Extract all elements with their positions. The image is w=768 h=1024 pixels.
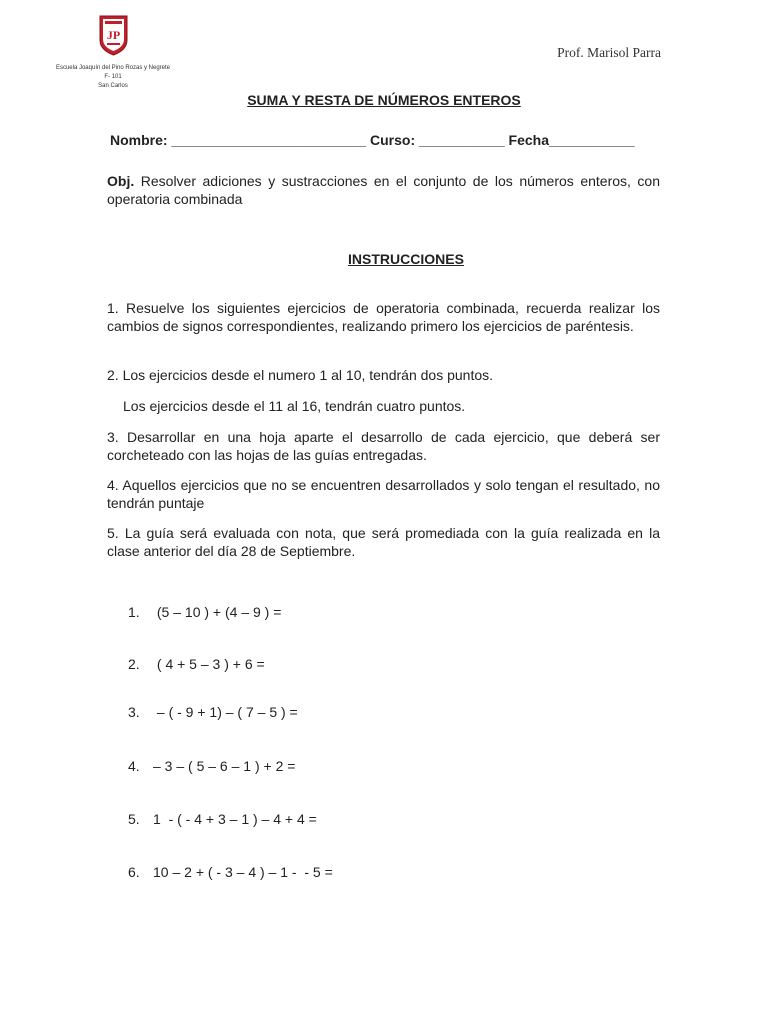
instruction-item: 1. Resuelve los siguientes ejercicios de operatoria combinada, recuerda realizar los cambios de signos correspondientes, realizando primero los ejercicios de paréntesis. bbox=[107, 300, 660, 334]
school-name-block bbox=[40, 64, 186, 91]
school-code: F- 101 bbox=[104, 74, 122, 80]
exercise-expression: 1 - ( - 4 + 3 – 1 ) – 4 + 4 = bbox=[153, 811, 317, 827]
exercise-number: 5. bbox=[128, 811, 140, 827]
objective-label: Obj. bbox=[107, 173, 135, 189]
exercise-number: 4. bbox=[128, 758, 140, 774]
objective bbox=[107, 172, 660, 208]
svg-text:JP: JP bbox=[106, 28, 121, 42]
instruction-item: 4. Aquellos ejercicios que no se encuentren desarrollados y solo tengan el resultado, no tendrán puntaje bbox=[107, 477, 660, 511]
exercise-number: 2. bbox=[128, 656, 140, 672]
exercise-expression: – ( - 9 + 1) – ( 7 – 5 ) = bbox=[153, 704, 298, 720]
exercise-item bbox=[128, 656, 265, 672]
school-crest-icon bbox=[98, 14, 129, 56]
student-fields: Nombre: _________________________ Curso: ___________ Fecha___________ bbox=[110, 132, 635, 148]
exercise-number: 1. bbox=[128, 604, 140, 620]
exercise-item bbox=[128, 811, 317, 827]
instruction-item: 2. Los ejercicios desde el numero 1 al 10, tendrán dos puntos. bbox=[107, 367, 494, 383]
exercise-number: 3. bbox=[128, 704, 140, 720]
exercise-item bbox=[128, 758, 295, 774]
exercise-number: 6. bbox=[128, 864, 140, 880]
school-name: Escuela Joaquín del Pino Rozas y Negrete bbox=[55, 65, 171, 71]
teacher-name: Prof. Marisol Parra bbox=[557, 45, 661, 60]
exercise-item bbox=[128, 704, 298, 720]
exercise-item bbox=[128, 604, 281, 620]
exercise-item bbox=[128, 864, 333, 880]
instruction-item: 5. La guía será evaluada con nota, que será promediada con la guía realizada en la clase anterior del día 28 de Septiembre. bbox=[107, 525, 660, 559]
instruction-item: 3. Desarrollar en una hoja aparte el desarrollo de cada ejercicio, que deberá ser corcheteado con las hojas de las guías entregadas. bbox=[107, 429, 660, 463]
objective-text: Resolver adiciones y sustracciones en el conjunto de los números enteros, con operatoria combinada bbox=[107, 173, 660, 207]
school-city: San Carlos bbox=[98, 83, 128, 89]
instructions-title: INSTRUCCIONES bbox=[348, 251, 464, 267]
exercise-expression: – 3 – ( 5 – 6 – 1 ) + 2 = bbox=[153, 758, 296, 774]
page-title: SUMA Y RESTA DE NÚMEROS ENTEROS bbox=[247, 92, 521, 108]
instruction-item: Los ejercicios desde el 11 al 16, tendrán cuatro puntos. bbox=[123, 398, 466, 414]
exercise-expression: ( 4 + 5 – 3 ) + 6 = bbox=[153, 656, 265, 672]
exercise-expression: (5 – 10 ) + (4 – 9 ) = bbox=[153, 604, 282, 620]
exercise-expression: 10 – 2 + ( - 3 – 4 ) – 1 - - 5 = bbox=[153, 864, 333, 880]
